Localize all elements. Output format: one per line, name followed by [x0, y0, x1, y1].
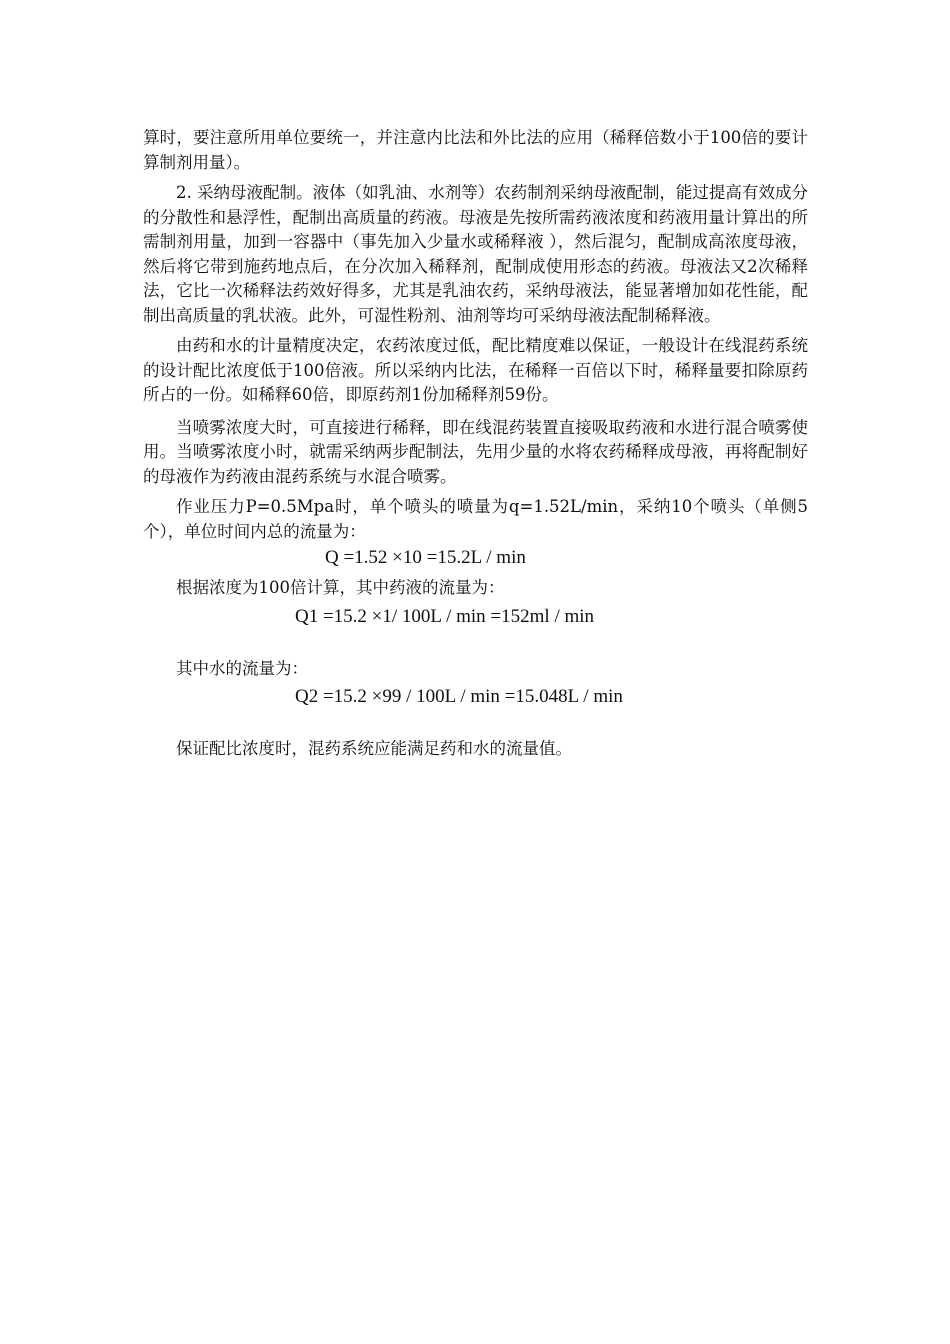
- paragraph-mother-liquor: 2. 采纳母液配制。液体（如乳油、水剂等）农药制剂采纳母液配制，能过提高有效成分的分散性和悬浮性，配制出高质量的药液。母液是先按所需药液浓度和药液用量计算出的所需制剂用量，加到一容器中（事先加入少量水或稀释液 ），然后混匀，配制成高浓度母液，然后将它带到施药地点后，在分次加入稀释剂，配制成使用形态的药液。母液法又2次稀释法，它比一次稀释法药效好得多，尤其是乳油农药，采纳母液法，能显著增加如花性能，配制出高质量的乳状液。此外，可湿性粉剂、油剂等均可采纳母液法配制稀释液。: [143, 183, 808, 325]
- paragraph-water-flow-intro: 其中水的流量为：: [176, 658, 308, 678]
- paragraph-conclusion: 保证配比浓度时，混药系统应能满足药和水的流量值。: [176, 739, 572, 758]
- formula-drug-flow: Q1 =15.2 ×1/ 100L / min =152ml / min: [295, 605, 595, 627]
- formula-total-flow: Q =1.52 ×10 =15.2L / min: [325, 547, 526, 568]
- paragraph-working-pressure: 作业压力P=0.5Mpa时，单个喷头的喷量为q=1.52L/min，采纳10个喷头（单侧5个），单位时间内总的流量为：: [143, 497, 808, 541]
- paragraph-concentration-basis: 根据浓度为100倍计算，其中药液的流量为：: [176, 578, 505, 597]
- formula-water-flow: Q2 =15.2 ×99 / 100L / min =15.048L / min: [295, 686, 623, 707]
- paragraph-precision: 由药和水的计量精度决定，农药浓度过低，配比精度难以保证，一般设计在线混药系统的设计配比浓度低于100倍液。所以采纳内比法，在稀释一百倍以下时，稀释量要扣除原药所占的一份。如稀释60倍，即原药剂1份加稀释剂59份。: [143, 336, 808, 404]
- paragraph-dilution-note: 算时，要注意所用单位要统一，并注意内比法和外比法的应用（稀释倍数小于100倍的要计算制剂用量）。: [143, 128, 808, 172]
- paragraph-spray-concentration: 当喷雾浓度大时，可直接进行稀释，即在线混药装置直接吸取药液和水进行混合喷雾使用。当喷雾浓度小时，就需采纳两步配制法，先用少量的水将农药稀释成母液，再将配制好的母液作为药液由混药系统与水混合喷雾。: [143, 417, 808, 486]
- document-page: [143, 126, 808, 762]
